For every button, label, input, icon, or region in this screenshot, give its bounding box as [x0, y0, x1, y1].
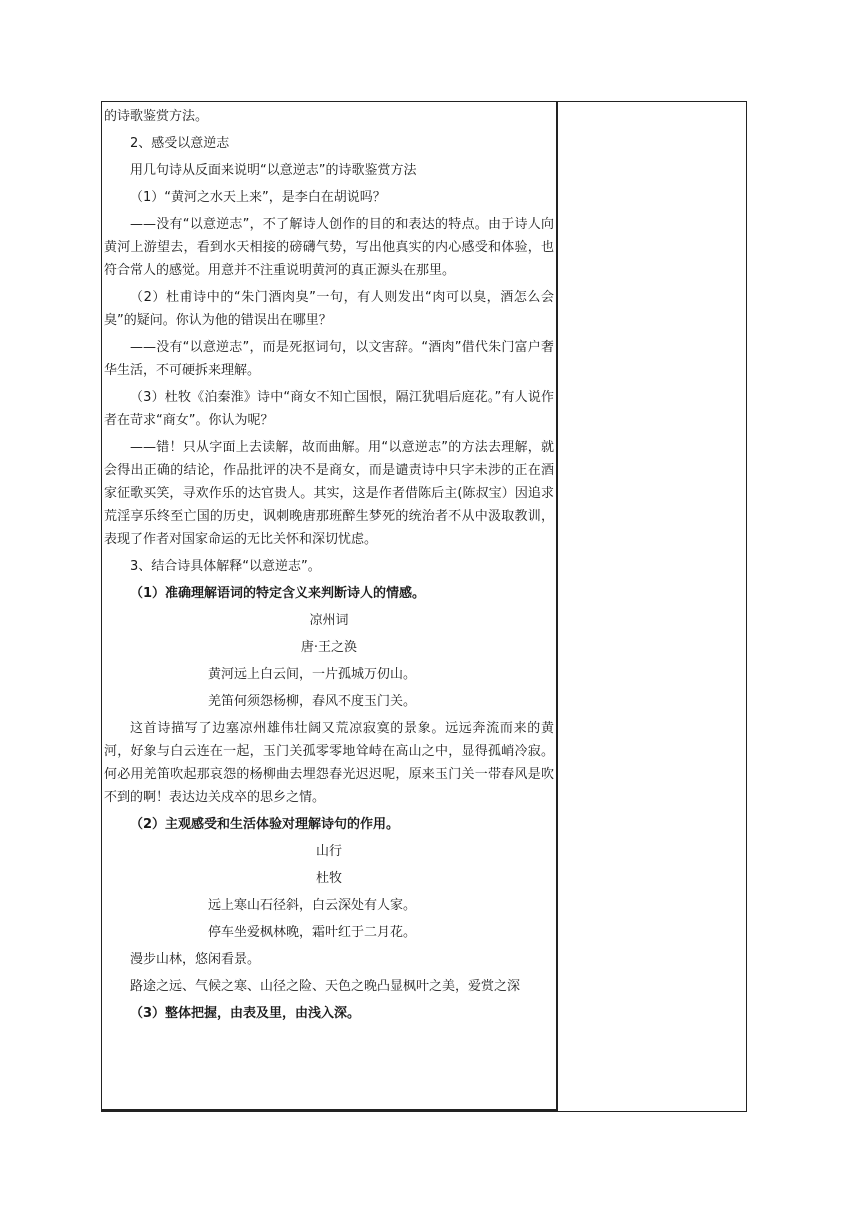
answer: ——没有“以意逆志”，不了解诗人创作的目的和表达的特点。由于诗人向黄河上游望去，看到水天相接的磅礴气势，写出他真实的内心感受和体验，也符合常人的感觉。用意并不注重说明黄河的真正源头在那里。	[104, 217, 554, 278]
poem-title: 山行	[315, 844, 342, 859]
poem-author: 唐·王之涣	[300, 640, 358, 655]
subheading: （1）准确理解语词的特定含义来判断诗人的情感。	[130, 586, 426, 601]
answer: ——错！只从字面上去读解，故而曲解。用“以意逆志”的方法去理解，就会得出正确的结论，作品批评的决不是商女，而是谴责诗中只字未涉的正在酒家征歌买笑，寻欢作乐的达官贵人。其实，这是作者借陈后主(陈叔宝）因追求荒淫享乐终至亡国的历史，讽刺晚唐那班醉生梦死的统治者不从中汲取教训，表现了作者对国家命运的无比关怀和深切忧虑。	[104, 440, 554, 547]
poem-title: 凉州词	[309, 613, 349, 628]
subheading: （3）整体把握，由表及里，由浅入深。	[130, 1006, 361, 1021]
section-heading: 2、感受以意逆志	[130, 136, 230, 151]
paragraph: 这首诗描写了边塞凉州雄伟壮阔又荒凉寂寞的景象。远远奔流而来的黄河，好象与白云连在一起，玉门关孤零零地耸峙在高山之中，显得孤峭冷寂。何必用羌笛吹起那哀怨的杨柳曲去埋怨春光迟迟呢，原来玉门关一带春风是吹不到的啊！表达边关戍卒的思乡之情。	[104, 721, 554, 805]
notes-cell	[558, 102, 746, 1111]
subheading: （2）主观感受和生活体验对理解诗句的作用。	[130, 817, 400, 832]
answer: ——没有“以意逆志”，而是死抠词句，以文害辞。“酒肉”借代朱门富户奢华生活，不可硬拆来理解。	[104, 340, 554, 378]
poem-line: 远上寒山石径斜，白云深处有人家。	[208, 898, 417, 913]
poem-line: 羌笛何须怨杨柳，春风不度玉门关。	[208, 694, 417, 709]
question: （2）杜甫诗中的“朱门酒肉臭”一句，有人则发出“肉可以臭，酒怎么会臭”的疑问。你认为他的错误出在哪里？	[104, 290, 554, 328]
content-cell	[102, 102, 556, 1025]
poem-author: 杜牧	[315, 871, 342, 886]
section-heading: 3、结合诗具体解释“以意逆志”。	[130, 559, 321, 574]
question: （1）“黄河之水天上来”，是李白在胡说吗？	[130, 190, 386, 205]
paragraph: 漫步山林，悠闲看景。	[130, 952, 261, 967]
poem-line: 停车坐爱枫林晚，霜叶红于二月花。	[208, 925, 417, 940]
lesson-table	[101, 101, 747, 1112]
table-border	[102, 1109, 558, 1111]
text-line: 的诗歌鉴赏方法。	[104, 109, 209, 124]
question: （3）杜牧《泊秦淮》诗中“商女不知亡国恨，隔江犹唱后庭花。”有人说作者在苛求“商女”。你认为呢？	[104, 390, 554, 428]
poem-line: 黄河远上白云间，一片孤城万仞山。	[208, 667, 417, 682]
paragraph: 用几句诗从反面来说明“以意逆志”的诗歌鉴赏方法	[130, 163, 417, 178]
paragraph: 路途之远、气候之寒、山径之险、天色之晚凸显枫叶之美，爱赏之深	[130, 979, 521, 994]
